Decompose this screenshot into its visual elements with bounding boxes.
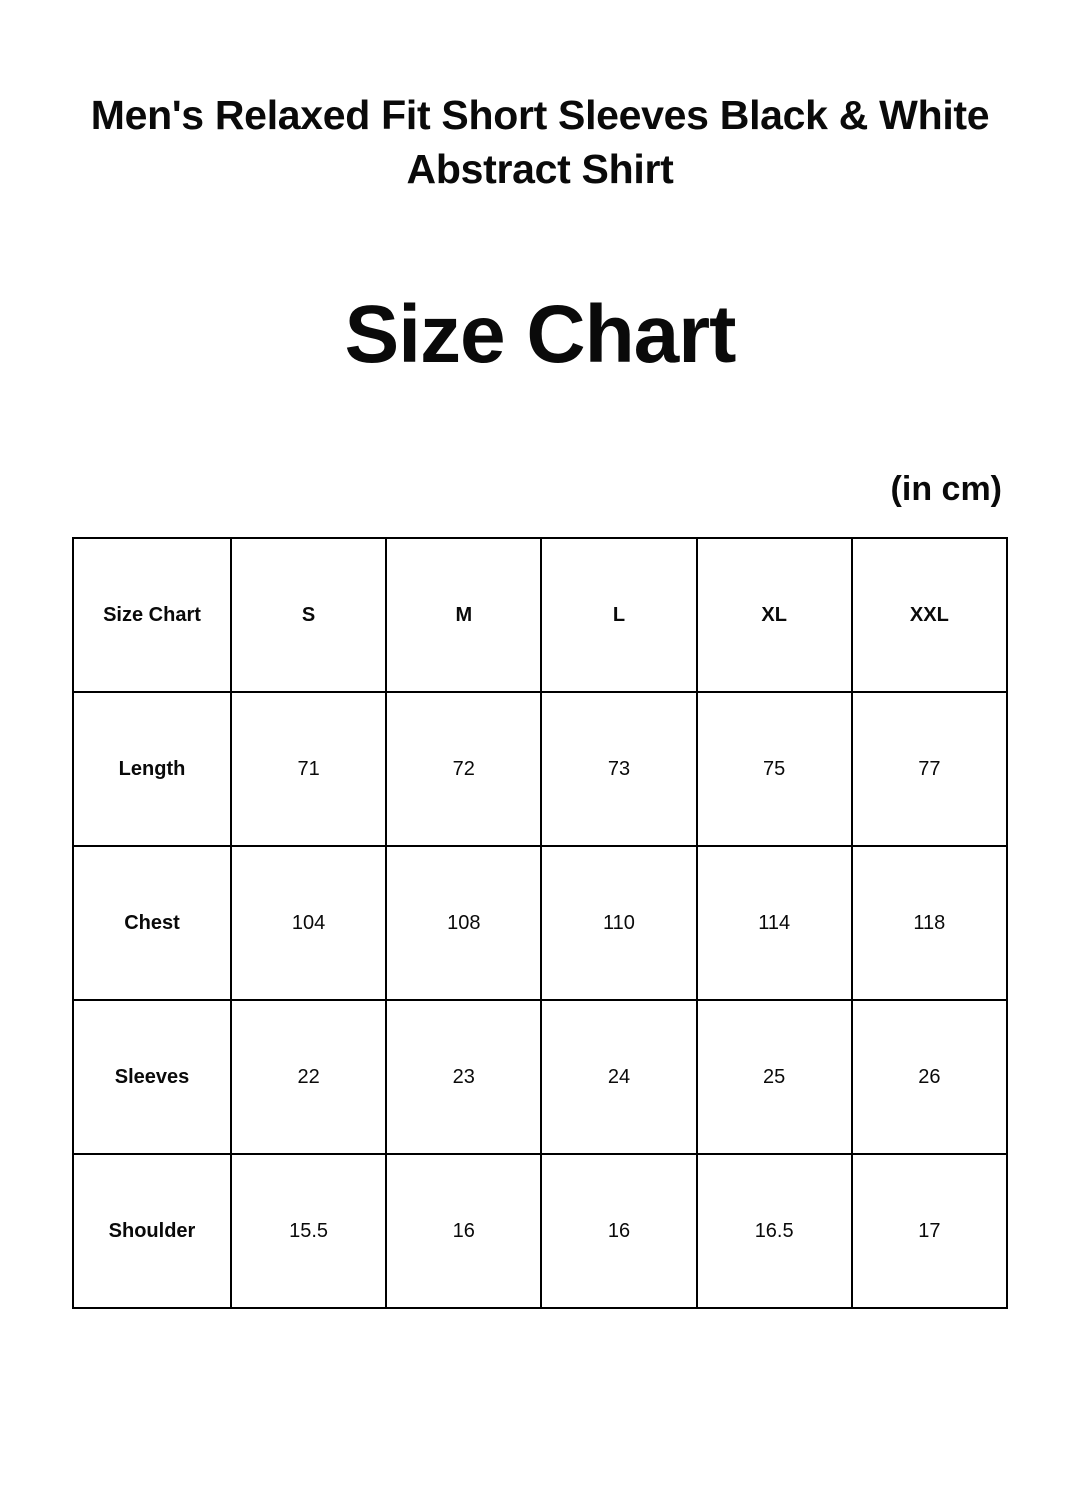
row-label-shoulder: Shoulder: [73, 1154, 231, 1308]
cell-length-xxl: 77: [852, 692, 1007, 846]
row-label-sleeves: Sleeves: [73, 1000, 231, 1154]
cell-length-xl: 75: [697, 692, 852, 846]
cell-sleeves-l: 24: [541, 1000, 696, 1154]
column-header-size-chart: Size Chart: [73, 538, 231, 692]
table-row: [73, 1154, 1007, 1308]
column-header-s: S: [231, 538, 386, 692]
cell-length-s: 71: [231, 692, 386, 846]
cell-shoulder-l: 16: [541, 1154, 696, 1308]
table-header-row: [73, 538, 1007, 692]
column-header-xxl: XXL: [852, 538, 1007, 692]
cell-chest-xl: 114: [697, 846, 852, 1000]
page-title: Size Chart: [344, 289, 736, 381]
product-title: Men's Relaxed Fit Short Sleeves Black & White Abstract Shirt: [90, 92, 990, 193]
cell-shoulder-s: 15.5: [231, 1154, 386, 1308]
cell-length-m: 72: [386, 692, 541, 846]
unit-label: (in cm): [890, 470, 1002, 509]
size-table-container: [72, 537, 1008, 1309]
table-row: [73, 692, 1007, 846]
cell-sleeves-s: 22: [231, 1000, 386, 1154]
size-chart-table: [72, 537, 1008, 1309]
cell-sleeves-xl: 25: [697, 1000, 852, 1154]
column-header-xl: XL: [697, 538, 852, 692]
row-label-chest: Chest: [73, 846, 231, 1000]
cell-chest-l: 110: [541, 846, 696, 1000]
cell-shoulder-m: 16: [386, 1154, 541, 1308]
cell-chest-xxl: 118: [852, 846, 1007, 1000]
cell-sleeves-xxl: 26: [852, 1000, 1007, 1154]
column-header-l: L: [541, 538, 696, 692]
row-label-length: Length: [73, 692, 231, 846]
cell-sleeves-m: 23: [386, 1000, 541, 1154]
cell-shoulder-xxl: 17: [852, 1154, 1007, 1308]
cell-shoulder-xl: 16.5: [697, 1154, 852, 1308]
table-row: [73, 846, 1007, 1000]
cell-length-l: 73: [541, 692, 696, 846]
cell-chest-m: 108: [386, 846, 541, 1000]
column-header-m: M: [386, 538, 541, 692]
cell-chest-s: 104: [231, 846, 386, 1000]
table-row: [73, 1000, 1007, 1154]
